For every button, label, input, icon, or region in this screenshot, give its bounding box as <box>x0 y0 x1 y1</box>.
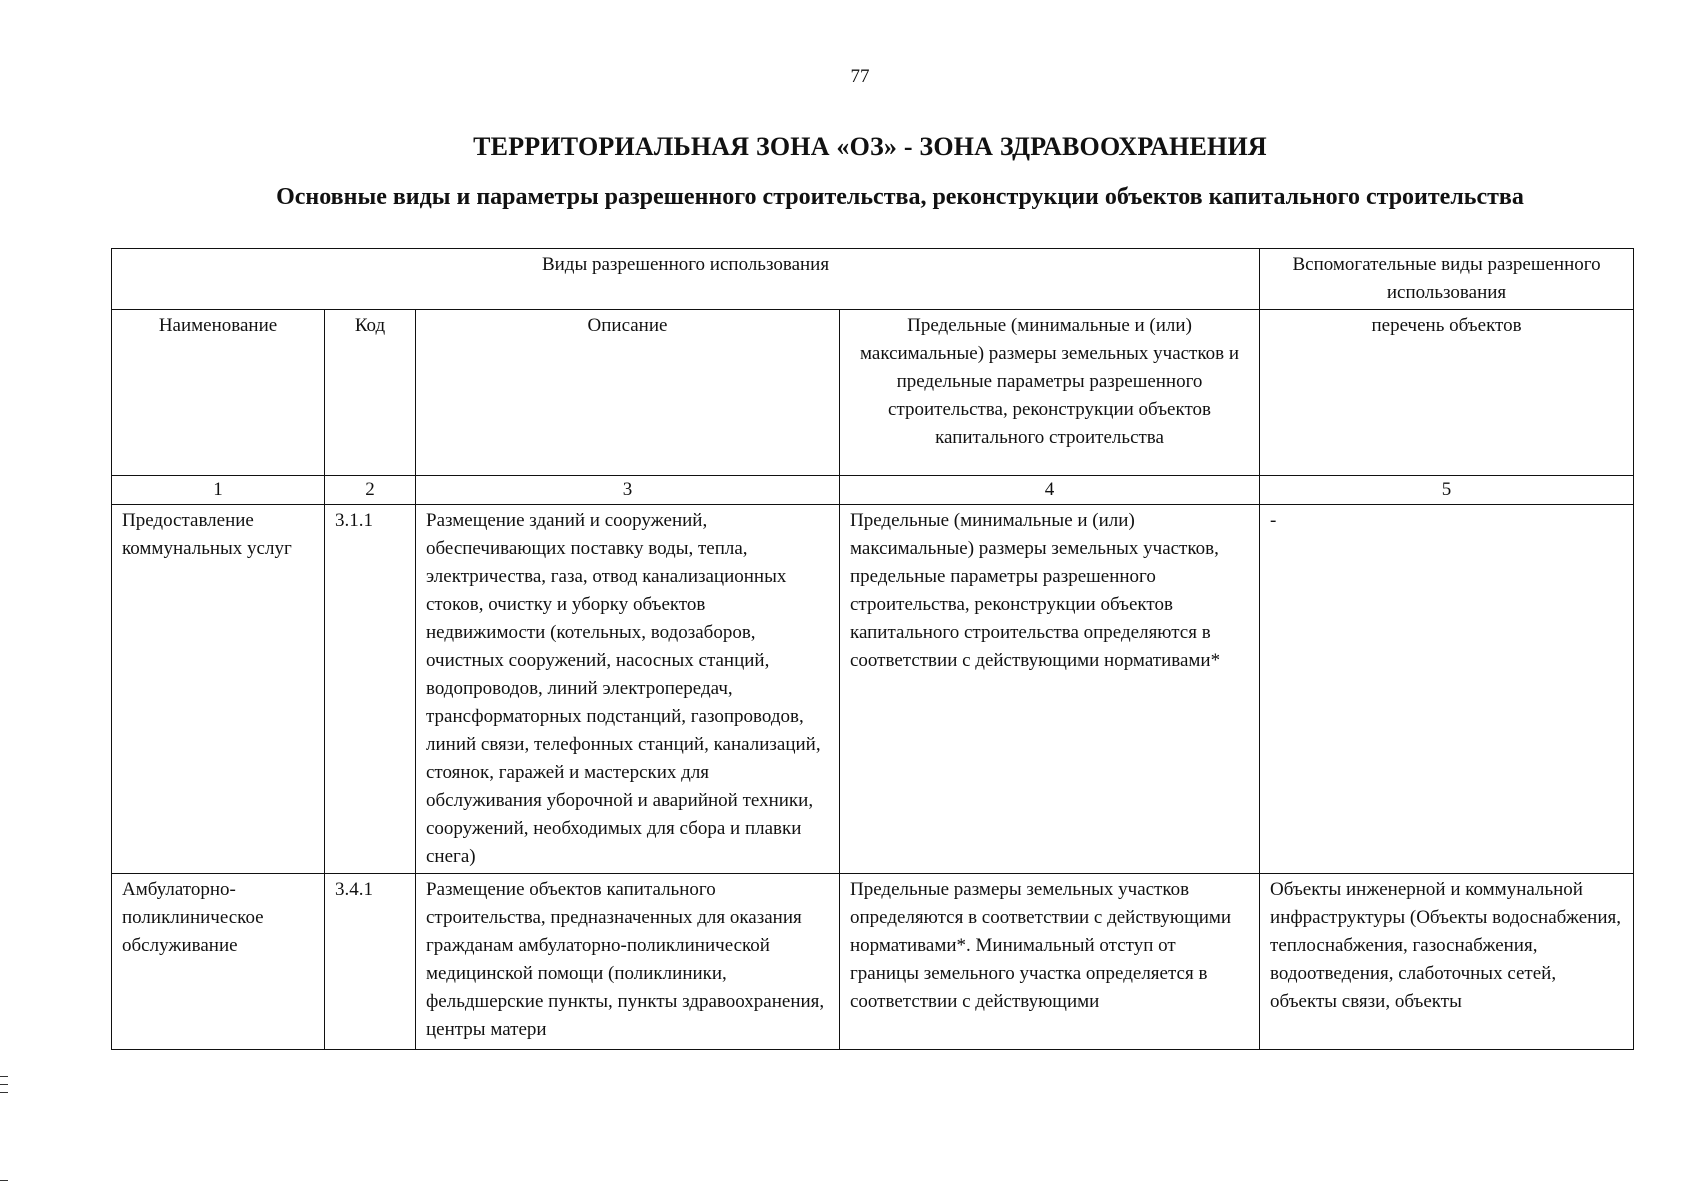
column-header-code: Код <box>325 310 416 476</box>
row-limits-cell: Предельные (минимальные и (или) максимальные) размеры земельных участков, предельные параметры разрешенного строительства, реконструкции объектов капитального строительства определяются в соответствии с действующими нормативами* <box>840 505 1260 874</box>
column-number: 1 <box>112 476 325 505</box>
column-header-description: Описание <box>416 310 840 476</box>
column-number-row <box>112 476 1634 505</box>
row-name-cell: Амбулаторно-поликлиническое обслуживание <box>112 874 325 1050</box>
scan-margin-mark <box>0 1076 8 1077</box>
group-header-main: Виды разрешенного использования <box>112 249 1260 310</box>
scan-margin-mark <box>0 1180 8 1181</box>
permitted-use-table <box>111 248 1634 1050</box>
column-header-limits: Предельные (минимальные и (или) максимальные) размеры земельных участков и предельные параметры разрешенного строительства, реконструкции объектов капитального строительства <box>840 310 1260 476</box>
scan-margin-mark <box>0 1084 8 1085</box>
row-objects-cell: Объекты инженерной и коммунальной инфраструктуры (Объекты водоснабжения, теплоснабжения, газоснабжения, водоотведения, слаботочных сетей, объекты связи, объекты <box>1260 874 1634 1050</box>
column-header-name: Наименование <box>112 310 325 476</box>
column-number: 4 <box>840 476 1260 505</box>
group-header-row <box>112 249 1634 310</box>
table-row <box>112 874 1634 1050</box>
group-header-auxiliary: Вспомогательные виды разрешенного использования <box>1260 249 1634 310</box>
page-subtitle: Основные виды и параметры разрешенного строительства, реконструкции объектов капитального строительства <box>276 184 1524 210</box>
row-code-cell: 3.4.1 <box>325 874 416 1050</box>
row-objects-cell: - <box>1260 505 1634 874</box>
row-limits-cell: Предельные размеры земельных участков определяются в соответствии с действующими нормативами*. Минимальный отступ от границы земельного участка определяется в соответствии с действующими <box>840 874 1260 1050</box>
page-title: ТЕРРИТОРИАЛЬНАЯ ЗОНА «ОЗ» - ЗОНА ЗДРАВООХРАНЕНИЯ <box>473 132 1267 161</box>
row-name-cell: Предоставление коммунальных услуг <box>112 505 325 874</box>
column-number: 5 <box>1260 476 1634 505</box>
row-code-cell: 3.1.1 <box>325 505 416 874</box>
table-row <box>112 505 1634 874</box>
row-description-cell: Размещение объектов капитального строительства, предназначенных для оказания гражданам амбулаторно-поликлинической медицинской помощи (поликлиники, фельдшерские пункты, пункты здравоохранения, центры матери <box>416 874 840 1050</box>
column-number: 2 <box>325 476 416 505</box>
scan-margin-mark <box>0 1092 8 1093</box>
column-number: 3 <box>416 476 840 505</box>
row-description-cell: Размещение зданий и сооружений, обеспечивающих поставку воды, тепла, электричества, газа, отвод канализационных стоков, очистку и уборку объектов недвижимости (котельных, водозаборов, очистных сооружений, насосных станций, водопроводов, линий электропередач, трансформаторных подстанций, газопроводов, линий связи, телефонных станций, канализаций, стоянок, гаражей и мастерских для обслуживания уборочной и аварийной техники, сооружений, необходимых для сбора и плавки снега) <box>416 505 840 874</box>
page-number: 77 <box>850 66 870 87</box>
column-header-row <box>112 310 1634 476</box>
column-header-objects: перечень объектов <box>1260 310 1634 476</box>
